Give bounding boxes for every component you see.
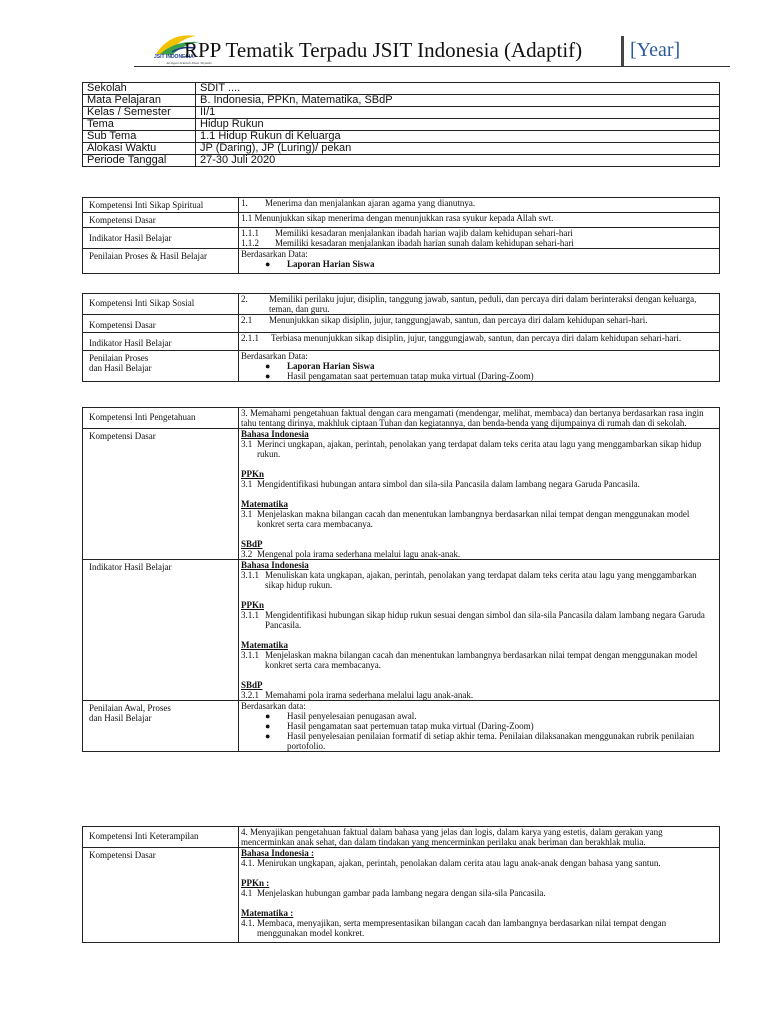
ki-label: Kompetensi Inti Sikap Spiritual: [83, 198, 239, 213]
year-field[interactable]: [Year]: [630, 39, 681, 61]
assessment-label-line: Penilaian Proses: [89, 353, 149, 363]
subject-block: [241, 499, 717, 529]
table-row: [83, 213, 720, 228]
identity-label: Alokasi Waktu: [83, 143, 196, 155]
ki-number: 1.: [241, 198, 248, 208]
subject-heading: PPKn: [241, 469, 265, 479]
subject-block: [241, 560, 717, 590]
bullet-icon: ●: [265, 371, 271, 381]
assessment-intro: Berdasarkan Data:: [241, 351, 308, 361]
assessment-intro: Berdasarkan data:: [241, 701, 306, 711]
table-row: [83, 701, 720, 752]
identity-row: [83, 143, 720, 155]
subject-block: [241, 539, 717, 559]
identity-value: II/1: [196, 107, 720, 119]
competency-text: Mengenal pola irama sederhana melalui lagu anak-anak.: [257, 549, 461, 559]
ki-text: 3. Memahami pengetahuan faktual dengan cara mengamati (mendengar, melihat, membaca) dan bertanya berdasarkan rasa ingin tahu tentang dirinya, makhluk ciptaan Tuhan dan kegiatannya, dan benda-benda yang dijumpainya di rumah dan di sekolah.: [239, 408, 720, 429]
subject-heading: PPKn :: [241, 878, 270, 888]
header-rule: [134, 66, 730, 67]
indicator-cell: [239, 333, 720, 351]
competency-number: 3.1: [241, 439, 253, 449]
indicator-number: 1.1.2: [241, 238, 259, 248]
identity-value: JP (Daring), JP (Luring)/ pekan: [196, 143, 720, 155]
competency-text: Menjelaskan makna bilangan cacah dan menentukan lambangnya berdasarkan nilai tempat dengan menggunakan model konkret serta cara membacanya.: [257, 509, 690, 529]
identity-row: [83, 107, 720, 119]
bullet-icon: ●: [265, 731, 271, 741]
subject-heading: Matematika :: [241, 908, 294, 918]
subject-block: [241, 878, 717, 898]
competency-number: 4.1.: [241, 918, 255, 928]
competency-number: 3.2.1: [241, 690, 259, 700]
competency-text: Merinci ungkapan, ajakan, perintah, penolakan yang terdapat dalam teks cerita atau lagu yang menggambarkan sikap hidup rukun.: [257, 439, 702, 459]
subject-block: [241, 429, 717, 459]
competency-text: Menirukan ungkapan, ajakan, perintah, penolakan dalam cerita atau lagu anak-anak dengan bahasa yang santun.: [257, 858, 661, 868]
ki-text: 4. Menyajikan pengetahuan faktual dalam bahasa yang jelas dan logis, dalam karya yang estetis, dalam gerakan yang mencerminkan anak sehat, dan dalam tindakan yang mencerminkan perilaku anak beriman dan berakhlak mulia.: [239, 827, 720, 848]
competency-number: 3.1.1: [241, 650, 259, 660]
identity-value: 1.1 Hidup Rukun di Keluarga: [196, 131, 720, 143]
table-row: [83, 827, 720, 848]
indicator-label: Indikator Hasil Belajar: [83, 333, 239, 351]
assessment-item: Hasil pengamatan saat pertemuan tatap muka virtual (Daring-Zoom): [287, 371, 534, 381]
assessment-item: Laporan Harian Siswa: [287, 361, 375, 371]
competency-number: 3.1.1: [241, 570, 259, 580]
table-row: [83, 228, 720, 249]
keterampilan-table: [82, 826, 720, 943]
indicator-text: Memiliki kesadaran menjalankan ibadah harian wajib dalam kehidupan sehari-hari: [275, 228, 573, 238]
competency-text: Menjelaskan makna bilangan cacah dan menentukan lambangnya berdasarkan nilai tempat dengan menggunakan model konkret serta cara membacanya.: [265, 650, 698, 670]
competency-number: 3.1: [241, 509, 253, 519]
ki-cell: [239, 198, 720, 213]
kd-cell: [239, 315, 720, 333]
kd-text: 1.1 Menunjukkan sikap menerima dengan menunjukkan rasa syukur kepada Allah swt.: [239, 213, 720, 228]
subject-block: [241, 848, 717, 868]
document-title: RPP Tematik Terpadu JSIT Indonesia (Adaptif): [184, 38, 583, 62]
assessment-item: Laporan Harian Siswa: [287, 259, 375, 269]
bullet-icon: ●: [265, 721, 271, 731]
bullet-icon: ●: [265, 711, 271, 721]
assessment-intro: Berdasarkan Data:: [241, 249, 308, 259]
indicator-number: 1.1.1: [241, 228, 259, 238]
pengetahuan-table: [82, 407, 720, 752]
kd-number: 2.1: [241, 315, 253, 325]
competency-number: 4.1: [241, 888, 253, 898]
spiritual-table: [82, 197, 720, 274]
indicator-cell: [239, 560, 720, 701]
competency-text: Menjelaskan hubungan gambar pada lambang negara dengan sila-sila Pancasila.: [257, 888, 546, 898]
assessment-label-line: Penilaian Awal, Proses: [89, 703, 171, 713]
identity-value: Hidup Rukun: [196, 119, 720, 131]
ki-label: Kompetensi Inti Keterampilan: [83, 827, 239, 848]
identity-value: B. Indonesia, PPKn, Matematika, SBdP: [196, 95, 720, 107]
table-row: [83, 351, 720, 382]
competency-number: 3.1: [241, 479, 253, 489]
subject-heading: Matematika: [241, 640, 288, 650]
logo-text: JSIT INDONESIA: [154, 54, 194, 60]
identity-row: [83, 119, 720, 131]
table-row: [83, 294, 720, 315]
indicator-number: 2.1.1: [241, 333, 259, 343]
competency-text: Memahami pola irama sederhana melalui lagu anak-anak.: [265, 690, 474, 700]
assessment-cell: [239, 701, 720, 752]
assessment-label: Penilaian Proses & Hasil Belajar: [83, 249, 239, 274]
kd-label: Kompetensi Dasar: [83, 848, 239, 943]
identity-label: Mata Pelajaran: [83, 95, 196, 107]
subject-heading: Bahasa Indonesia :: [241, 848, 315, 858]
competency-text: Mengidentifikasi hubungan sikap hidup rukun sesuai dengan simbol dan sila-sila Pancasila dalam lambang negara Garuda Pancasila.: [265, 610, 705, 630]
ki-label: Kompetensi Inti Pengetahuan: [83, 408, 239, 429]
identity-label: Sub Tema: [83, 131, 196, 143]
subject-block: [241, 600, 717, 630]
bullet-icon: ●: [265, 259, 271, 269]
subject-heading: SBdP: [241, 680, 263, 690]
subject-block: [241, 680, 717, 700]
ki-label: Kompetensi Inti Sikap Sosial: [83, 294, 239, 315]
logo-tagline: Jaringan Sekolah Islam Terpadu: [166, 61, 212, 65]
table-row: [83, 848, 720, 943]
sosial-table: [82, 293, 720, 382]
subject-block: [241, 908, 717, 938]
kd-label: Kompetensi Dasar: [83, 213, 239, 228]
indicator-text: Memiliki kesadaran menjalankan ibadah harian sunah dalam kehidupan sehari-hari: [275, 238, 574, 248]
assessment-label-line: dan Hasil Belajar: [89, 713, 152, 723]
table-row: [83, 198, 720, 213]
identity-table: [82, 82, 720, 167]
table-row: [83, 333, 720, 351]
assessment-label: [83, 701, 239, 752]
subject-heading: PPKn: [241, 600, 265, 610]
assessment-item: Hasil penyelesaian penilaian formatif di setiap akhir tema. Penilaian dilaksanakan menggunakan rubrik penilaian portofolio.: [287, 731, 695, 751]
subject-heading: Bahasa Indonesia: [241, 560, 309, 570]
subject-heading: Matematika: [241, 499, 288, 509]
ki-text: Menerima dan menjalankan ajaran agama yang dianutnya.: [265, 198, 476, 208]
subject-block: [241, 469, 717, 489]
table-row: [83, 560, 720, 701]
table-row: [83, 408, 720, 429]
identity-row: [83, 95, 720, 107]
kd-cell: [239, 848, 720, 943]
bullet-icon: ●: [265, 361, 271, 371]
table-row: [83, 429, 720, 560]
identity-row: [83, 131, 720, 143]
kd-text: Menunjukkan sikap disiplin, jujur, tanggungjawab, santun, dan percaya diri dalam kehidupan sehari-hari.: [269, 315, 648, 325]
identity-row: [83, 155, 720, 167]
identity-label: Sekolah: [83, 83, 196, 95]
title-divider: [621, 36, 624, 66]
assessment-item: Hasil penyelesaian penugasan awal.: [287, 711, 417, 721]
competency-number: 3.1.1: [241, 610, 259, 620]
table-row: [83, 315, 720, 333]
identity-value: 27-30 Juli 2020: [196, 155, 720, 167]
identity-row: [83, 83, 720, 95]
ki-number: 2.: [241, 294, 248, 304]
kd-label: Kompetensi Dasar: [83, 429, 239, 560]
competency-text: Mengidentifikasi hubungan antara simbol dan sila-sila Pancasila dalam lambang negara Garuda Pancasila.: [257, 479, 640, 489]
indicator-cell: [239, 228, 720, 249]
subject-heading: Bahasa Indonesia: [241, 429, 309, 439]
assessment-cell: [239, 249, 720, 274]
kd-cell: [239, 429, 720, 560]
competency-number: 3.2: [241, 549, 253, 559]
identity-label: Kelas / Semester: [83, 107, 196, 119]
identity-label: Tema: [83, 119, 196, 131]
indicator-text: Terbiasa menunjukkan sikap disiplin, jujur, tanggungjawab, santun, dan percaya diri dalam kehidupan sehari-hari.: [271, 333, 682, 343]
indicator-label: Indikator Hasil Belajar: [83, 228, 239, 249]
subject-block: [241, 640, 717, 670]
identity-label: Periode Tanggal: [83, 155, 196, 167]
identity-value: SDIT ....: [196, 83, 720, 95]
competency-text: Membaca, menyajikan, serta mempresentasikan bilangan cacah dan lambangnya berdasarkan nilai tempat dengan menggunakan model konkret.: [257, 918, 667, 938]
ki-cell: [239, 294, 720, 315]
assessment-cell: [239, 351, 720, 382]
assessment-label-line: dan Hasil Belajar: [89, 363, 152, 373]
competency-text: Menuliskan kata ungkapan, ajakan, perintah, penolakan yang terdapat dalam teks cerita atau lagu yang menggambarkan sikap hidup rukun.: [265, 570, 697, 590]
ki-text: Memiliki perilaku jujur, disiplin, tanggung jawab, santun, peduli, dan percaya diri dalam berinteraksi dengan keluarga, teman, dan guru.: [269, 294, 697, 314]
assessment-item: Hasil pengamatan saat pertemuan tatap muka virtual (Daring-Zoom): [287, 721, 534, 731]
competency-number: 4.1.: [241, 858, 255, 868]
assessment-label: [83, 351, 239, 382]
kd-label: Kompetensi Dasar: [83, 315, 239, 333]
subject-heading: SBdP: [241, 539, 263, 549]
indicator-label: Indikator Hasil Belajar: [83, 560, 239, 701]
table-row: [83, 249, 720, 274]
